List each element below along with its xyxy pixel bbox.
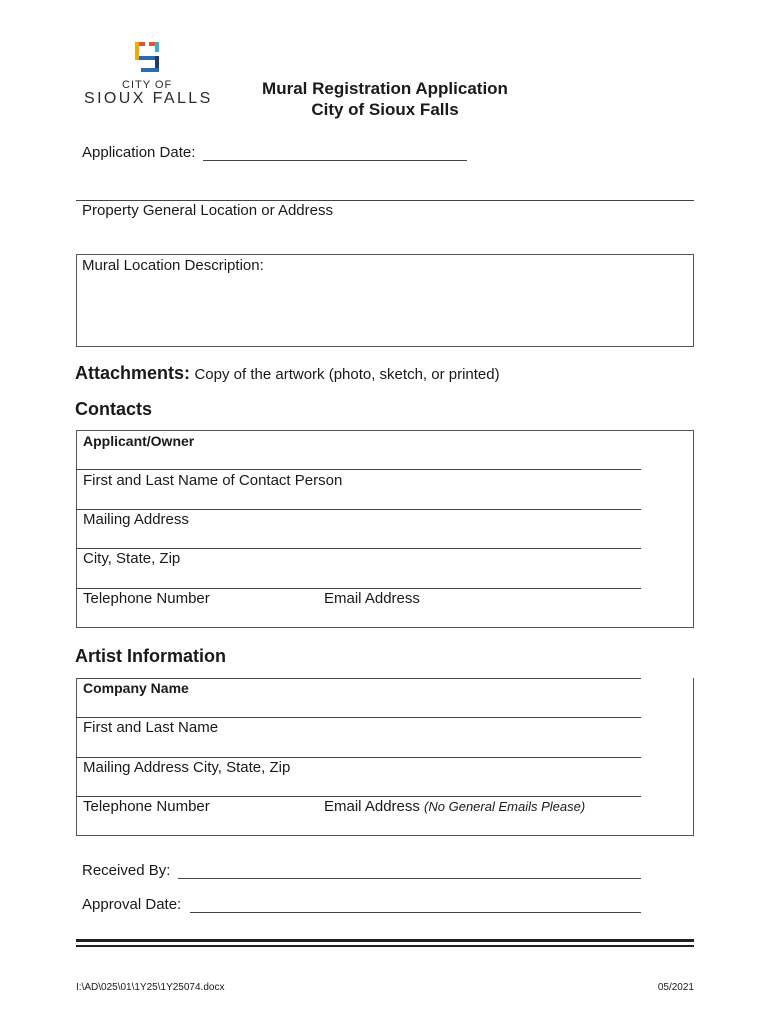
attachments-label: Attachments:	[75, 363, 191, 383]
property-location-label: Property General Location or Address	[82, 202, 333, 219]
contact-email-label: Email Address	[324, 590, 420, 607]
page-subtitle: City of Sioux Falls	[311, 100, 459, 119]
artist-heading: Artist Information	[75, 646, 226, 666]
artist-email-row	[324, 798, 585, 815]
received-by-label: Received By:	[82, 862, 171, 879]
artist-top-line	[76, 678, 641, 679]
footer-rule-bottom	[76, 945, 694, 947]
contact-city-label: City, State, Zip	[83, 550, 181, 567]
artist-address-label: Mailing Address City, State, Zip	[83, 759, 291, 776]
approval-date-label: Approval Date:	[82, 896, 182, 913]
approval-date-field[interactable]	[190, 912, 641, 913]
footer-rule-top	[76, 939, 694, 942]
footer-file-path: I:\AD\025\01\1Y25\1Y25074.docx	[76, 982, 225, 993]
mural-location-label: Mural Location Description:	[82, 257, 264, 274]
artist-email-note: (No General Emails Please)	[424, 799, 586, 814]
contact-address-field[interactable]	[76, 509, 641, 510]
city-logo-mark-icon	[133, 40, 163, 76]
footer-date: 05/2021	[657, 982, 694, 993]
company-name-label: Company Name	[83, 680, 189, 696]
logo-line1: CITY OF	[122, 79, 173, 91]
artist-name-label: First and Last Name	[83, 719, 219, 736]
contact-name-label: First and Last Name of Contact Person	[83, 472, 343, 489]
artist-address-field[interactable]	[76, 757, 641, 758]
contact-phone-label: Telephone Number	[83, 590, 210, 607]
application-date-label: Application Date:	[82, 144, 196, 161]
artist-name-field[interactable]	[76, 717, 641, 718]
contact-city-field[interactable]	[76, 548, 641, 549]
applicant-owner-heading: Applicant/Owner	[83, 433, 195, 449]
attachments-text: Copy of the artwork (photo, sketch, or printed)	[194, 366, 500, 383]
application-date-field[interactable]	[203, 160, 467, 161]
attachments-row	[75, 363, 500, 384]
artist-phone-field[interactable]	[76, 796, 641, 797]
artist-right-border	[693, 678, 694, 835]
contacts-heading: Contacts	[75, 399, 153, 419]
contact-phone-field[interactable]	[76, 588, 641, 589]
logo-line2: SIOUX FALLS	[84, 90, 213, 107]
artist-email-label: Email Address	[324, 798, 420, 815]
contact-name-field[interactable]	[76, 469, 641, 470]
contact-address-label: Mailing Address	[83, 511, 189, 528]
page-title: Mural Registration Application	[262, 79, 508, 98]
received-by-field[interactable]	[178, 878, 641, 879]
city-logo	[84, 40, 212, 110]
property-location-field[interactable]	[76, 200, 694, 201]
artist-phone-label: Telephone Number	[83, 798, 210, 815]
artist-bottom-line	[76, 835, 694, 836]
